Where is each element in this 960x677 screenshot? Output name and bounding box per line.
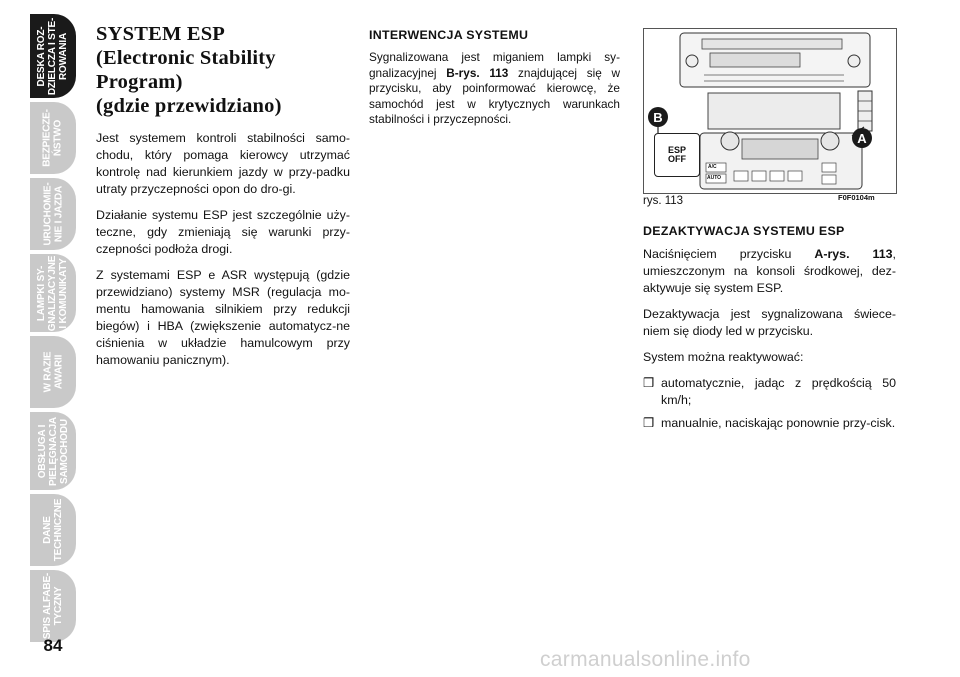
section-heading: DEZAKTYWACJA SYSTEMU ESP — [643, 224, 845, 238]
text: Naciśnięciem przycisku — [643, 247, 815, 261]
callout-a: A — [852, 128, 872, 148]
figure-code: F0F0104m — [838, 193, 875, 202]
tab-lampki[interactable] — [30, 254, 76, 332]
paragraph: System można reaktywować: — [643, 350, 804, 364]
paragraph — [643, 246, 896, 297]
paragraph: Dezaktywacja jest sygnalizowana świece-niem się diody led w przycisku. — [643, 307, 896, 338]
tab-w-razie-awarii[interactable] — [30, 336, 76, 408]
page-number: 84 — [43, 636, 63, 655]
section-title — [96, 22, 350, 118]
tab-label: DANE TECHNICZNE — [42, 498, 65, 562]
tab-uruchomienie[interactable] — [30, 178, 76, 250]
section-heading: INTERWENCJA SYSTEMU — [369, 28, 529, 42]
title-line: SYSTEM ESP — [96, 23, 226, 45]
chapter-tabs — [0, 0, 80, 640]
figure-caption: rys. 113 — [643, 195, 684, 207]
tab-label: SPIS ALFABE- TYCZNY — [42, 572, 65, 640]
title-line: (Electronic Stability — [96, 47, 276, 69]
ac-label: A/C — [708, 164, 717, 170]
tab-label: BEZPIECZE- ŃSTWO — [42, 109, 65, 167]
esp-off-button[interactable] — [654, 133, 700, 177]
checkbox-bullet-icon: ❒ — [643, 376, 655, 390]
list-item-text: automatycznie, jadąc z prędkością 50 km/h; — [661, 376, 896, 407]
title-line: Program) — [96, 71, 183, 93]
figure-reference: A-rys. 113 — [814, 247, 893, 261]
tab-label: URUCHOMIE- NIE I JAZDA — [42, 182, 64, 246]
tab-label: W RAZIE AWARII — [41, 351, 64, 393]
tab-deska-rozdzielcza[interactable] — [30, 14, 76, 98]
watermark: carmanualsonline.info — [540, 648, 751, 671]
tab-spis-alfabetyczny[interactable] — [30, 570, 76, 642]
tab-bezpieczenstwo[interactable] — [30, 102, 76, 174]
tab-label: LAMPKI SY- GNALIZACYJNE I KOMUNIKATY — [36, 255, 70, 331]
list-item — [643, 415, 896, 432]
text: , umieszczonym na konsoli środkowej, dez-aktywuje się system ESP. — [643, 247, 896, 295]
text: Sygnalizowana jest miganiem lampki sy-gnalizacyjnej — [369, 50, 620, 80]
list-item-text: manualnie, naciskając ponownie przy-cisk. — [661, 416, 896, 430]
title-line: (gdzie przewidziano) — [96, 95, 282, 117]
list-item — [643, 375, 896, 409]
section-deactivation — [643, 224, 896, 438]
paragraph — [369, 50, 620, 128]
tab-label: DESKA ROZ- DZIELCZA I STE- ROWANIA — [36, 17, 70, 95]
section-intervention — [369, 28, 620, 137]
checkbox-bullet-icon: ❒ — [643, 416, 655, 430]
tab-dane-techniczne[interactable] — [30, 494, 76, 566]
section-esp — [96, 22, 350, 378]
esp-button-label: OFF — [668, 154, 686, 164]
auto-label: AUTO — [707, 175, 722, 181]
tab-label: OBSŁUGA I PIELĘGNACJA SAMOCHODU — [36, 416, 70, 486]
callout-b: B — [648, 107, 668, 127]
tab-obsluga[interactable] — [30, 412, 76, 490]
text: znajdującej się w przycisku, aby poinformować kierowcę, że samochód jest w krytycznych warunkach stabilności i przyczepności. — [369, 65, 620, 126]
paragraph: Działanie systemu ESP jest szczególnie uży-teczne, gdy zmieniają się warunki przy-czepności podłoża drogi. — [96, 208, 350, 256]
figure-reference: B-rys. 113 — [446, 65, 509, 80]
paragraph: Jest systemem kontroli stabilności samo-chodu, który pomaga kierowcy utrzymać kontrolę nad kierunkiem jazdy w przy-padku utraty przyczepności opon do dro-gi. — [96, 131, 350, 196]
paragraph: Z systemami ESP e ASR występują (gdzie przewidziano) systemy MSR (regulacja mo-mentu hamowania silnikiem przy redukcji biegów) i HBA (zwiększenie automatycz-ne ciśnienia w układzie hamulcowym przy hamowaniu panicznym). — [96, 268, 350, 367]
figure-center-console — [643, 28, 897, 194]
esp-button-label: ESP — [667, 145, 686, 155]
